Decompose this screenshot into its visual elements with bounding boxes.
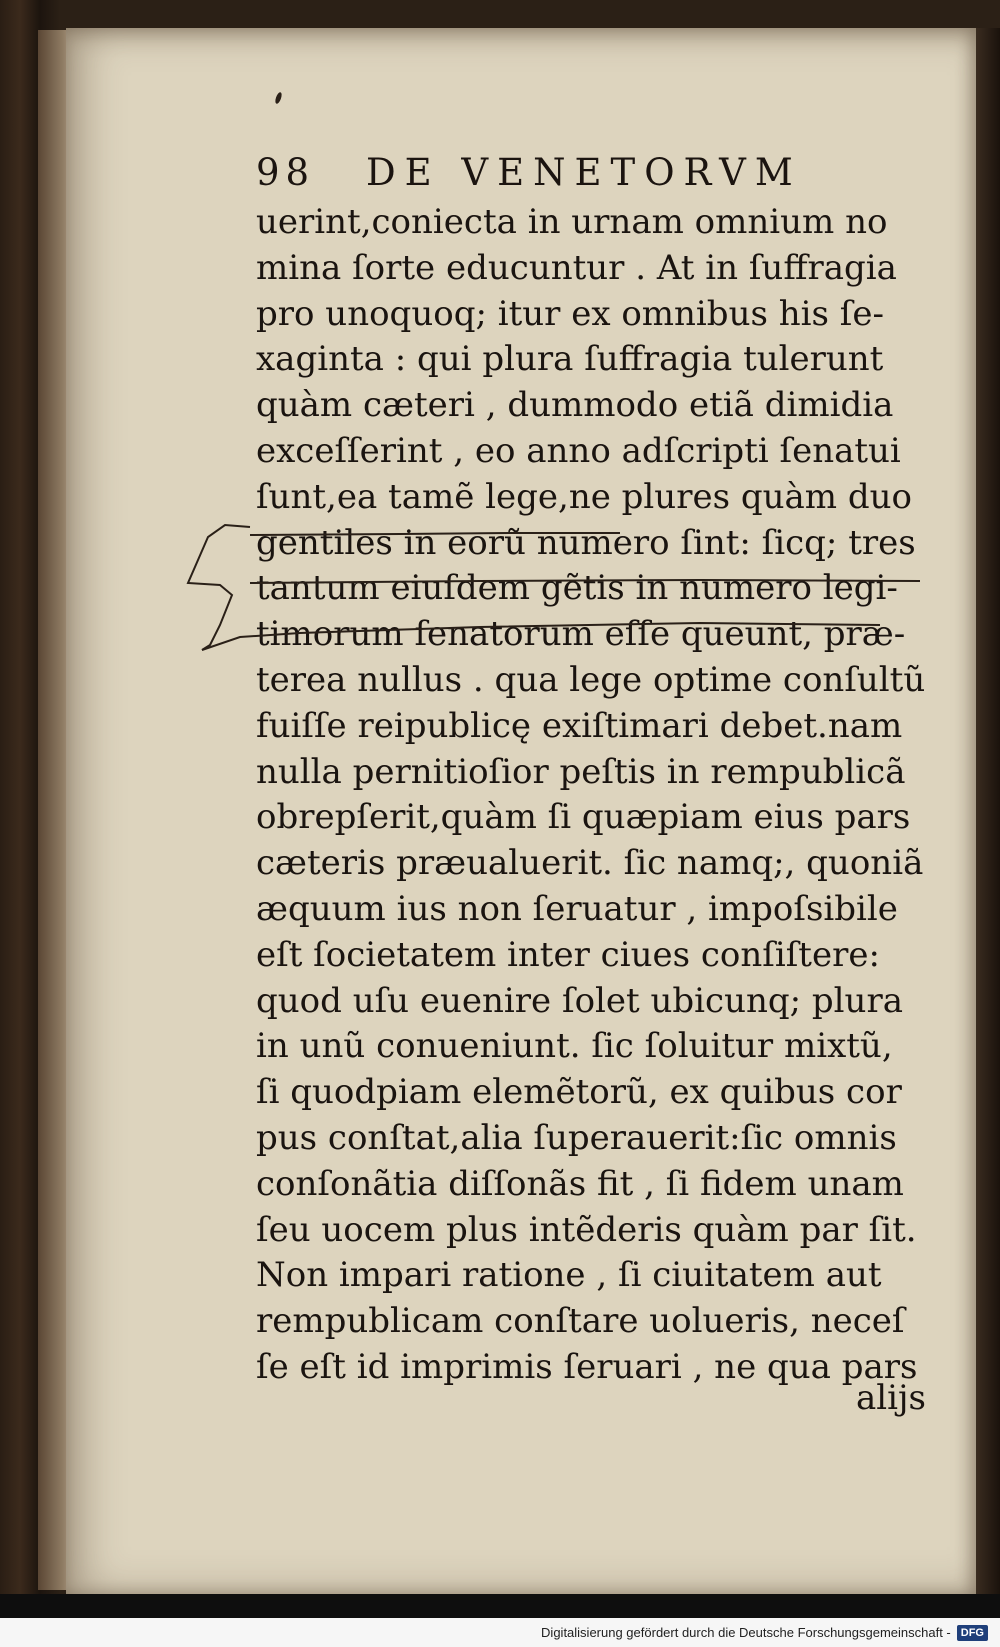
text-line: quod uſu euenire ſolet ubicunq; plura [256,980,903,1021]
text-line: Non impari ratione , ſi ciuitatem aut [256,1255,882,1296]
folio-number: 98 [256,150,316,194]
text-line: mina ſorte educuntur . At in ſuffragia [256,247,897,288]
text-line: exceſſerint , eo anno adſcripti ſenatui [256,430,901,471]
text-line: uerint,coniecta in urnam omnium no [256,202,888,242]
text-line: fuiſſe reipublicę exiſtimari debet.nam [256,705,903,746]
text-line: pro unoquoq; itur ex omnibus his ſe- [256,293,884,334]
annotation-bracket-stroke [202,623,880,650]
text-line: obrepſerit,quàm ſi quæpiam eius pars [256,797,911,838]
text-line: ſi quodpiam elemẽtorũ, ex quibus cor [256,1072,902,1113]
text-line: gentiles in eorũ numero ſint: ſicq; tres [256,522,916,563]
page-edge [976,28,1000,1594]
annotation-bracket-stroke [188,525,250,650]
text-line: xaginta : qui plura ſuffragia tulerunt [256,339,884,380]
page-header [256,148,896,196]
digitization-credit [0,1618,1000,1647]
text-line: timorum ſenatorum eſſe queunt, præ- [256,614,906,655]
handwritten-annotation [180,515,940,695]
body-text [256,200,926,1391]
text-line: pus conſtat,alia ſuperauerit:ſic omnis [256,1117,897,1158]
credit-text: Digitalisierung gefördert durch die Deutsche Forschungsgemeinschaft - [541,1625,951,1640]
running-title: DE VENETORVM [366,150,802,194]
annotation-underline [250,533,620,535]
text-line: terea nullus . qua lege optime conſultũ [256,659,926,700]
text-line: conſonãtia diſſonãs fit , ſi fidem unam [256,1163,904,1204]
text-line: ſeu uocem plus intẽderis quàm par ſit. [256,1209,917,1250]
text-line: æquum ius non ſeruatur , impoſsibile [256,888,898,929]
text-line: nulla pernitioſior peſtis in rempublicã [256,751,906,792]
catchword: alijs [856,1378,927,1418]
text-line: eſt ſocietatem inter ciues conſiſtere: [256,934,880,975]
text-line: cæteris præualuerit. ſic namq;, quoniã [256,843,924,884]
text-line: ſe eſt id imprimis ſeruari , ne qua pars [256,1346,918,1387]
scan-footer-band [0,1594,1000,1618]
text-line: in unũ conueniunt. ſic ſoluitur mixtũ, [256,1026,893,1067]
dfg-logo: DFG [957,1625,988,1641]
text-line: quàm cæteri , dummodo etiã dimidia [256,385,894,426]
text-line: tantum eiuſdem gẽtis in numero legi- [256,568,898,609]
annotation-underline [250,580,920,583]
text-line: rempublicam conſtare uolueris, neceſ [256,1301,905,1342]
text-line: ſunt,ea tamẽ lege,ne plures quàm duo [256,476,912,517]
